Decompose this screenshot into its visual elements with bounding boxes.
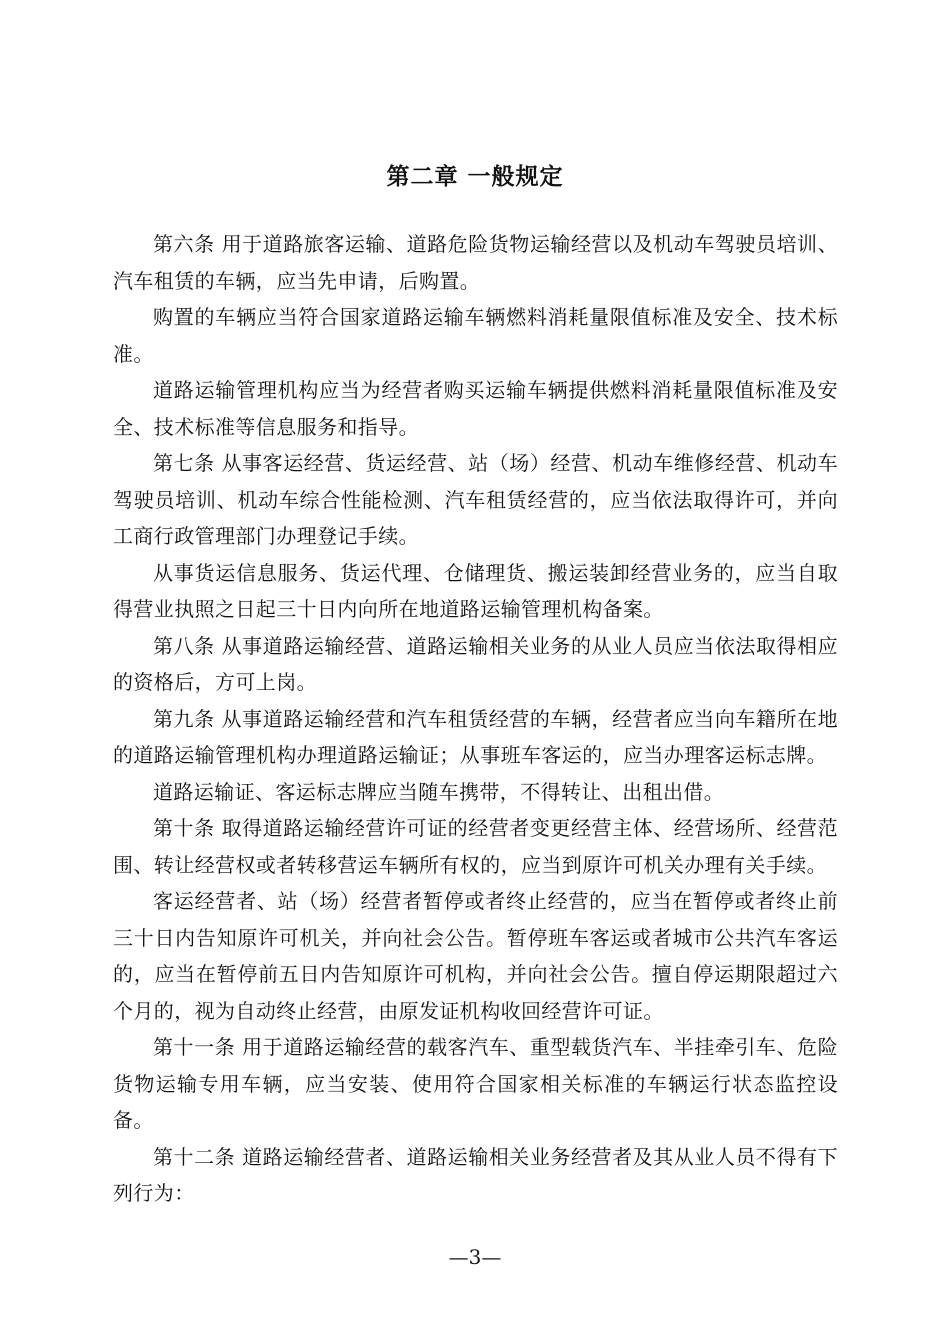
paragraph: 道路运输管理机构应当为经营者购买运输车辆提供燃料消耗量限值标准及安全、技术标准等信息服务和指导。 — [113, 378, 838, 439]
paragraph: 购置的车辆应当符合国家道路运输车辆燃料消耗量限值标准及安全、技术标准。 — [113, 305, 838, 366]
paragraph-article-9: 第九条 从事道路运输经营和汽车租赁经营的车辆，经营者应当向车籍所在地的道路运输管理机构办理道路运输证；从事班车客运的，应当办理客运标志牌。 — [113, 706, 838, 767]
paragraph-article-10: 第十条 取得道路运输经营许可证的经营者变更经营主体、经营场所、经营范围、转让经营权或者转移营运车辆所有权的，应当到原许可机关办理有关手续。 — [113, 816, 838, 877]
chapter-title: 第二章 一般规定 — [386, 164, 564, 190]
paragraph: 道路运输证、客运标志牌应当随车携带，不得转让、出租出借。 — [153, 779, 725, 804]
paragraph-article-11: 第十一条 用于道路运输经营的载客汽车、重型载货汽车、半挂牵引车、危险货物运输专用车辆，应当安装、使用符合国家相关标准的车辆运行状态监控设备。 — [113, 1035, 838, 1132]
paragraph-article-6: 第六条 用于道路旅客运输、道路危险货物运输经营以及机动车驾驶员培训、汽车租赁的车辆，应当先申请，后购置。 — [113, 232, 838, 293]
document-body — [113, 226, 838, 1212]
paragraph-article-12: 第十二条 道路运输经营者、道路运输相关业务经营者及其从业人员不得有下列行为： — [113, 1144, 838, 1205]
paragraph: 从事货运信息服务、货运代理、仓储理货、搬运装卸经营业务的，应当自取得营业执照之日起三十日内向所在地道路运输管理机构备案。 — [113, 560, 838, 621]
paragraph: 客运经营者、站（场）经营者暂停或者终止经营的，应当在暂停或者终止前三十日内告知原许可机关，并向社会公告。暂停班车客运或者城市公共汽车客运的，应当在暂停前五日内告知原许可机构，并向社会公告。擅自停运期限超过六个月的，视为自动终止经营，由原发证机构收回经营许可证。 — [113, 889, 838, 1023]
paragraph-article-8: 第八条 从事道路运输经营、道路运输相关业务的从业人员应当依法取得相应的资格后，方可上岗。 — [113, 633, 838, 694]
page-number: —3— — [448, 1245, 502, 1269]
paragraph-article-7: 第七条 从事客运经营、货运经营、站（场）经营、机动车维修经营、机动车驾驶员培训、机动车综合性能检测、汽车租赁经营的，应当依法取得许可，并向工商行政管理部门办理登记手续。 — [113, 451, 838, 548]
